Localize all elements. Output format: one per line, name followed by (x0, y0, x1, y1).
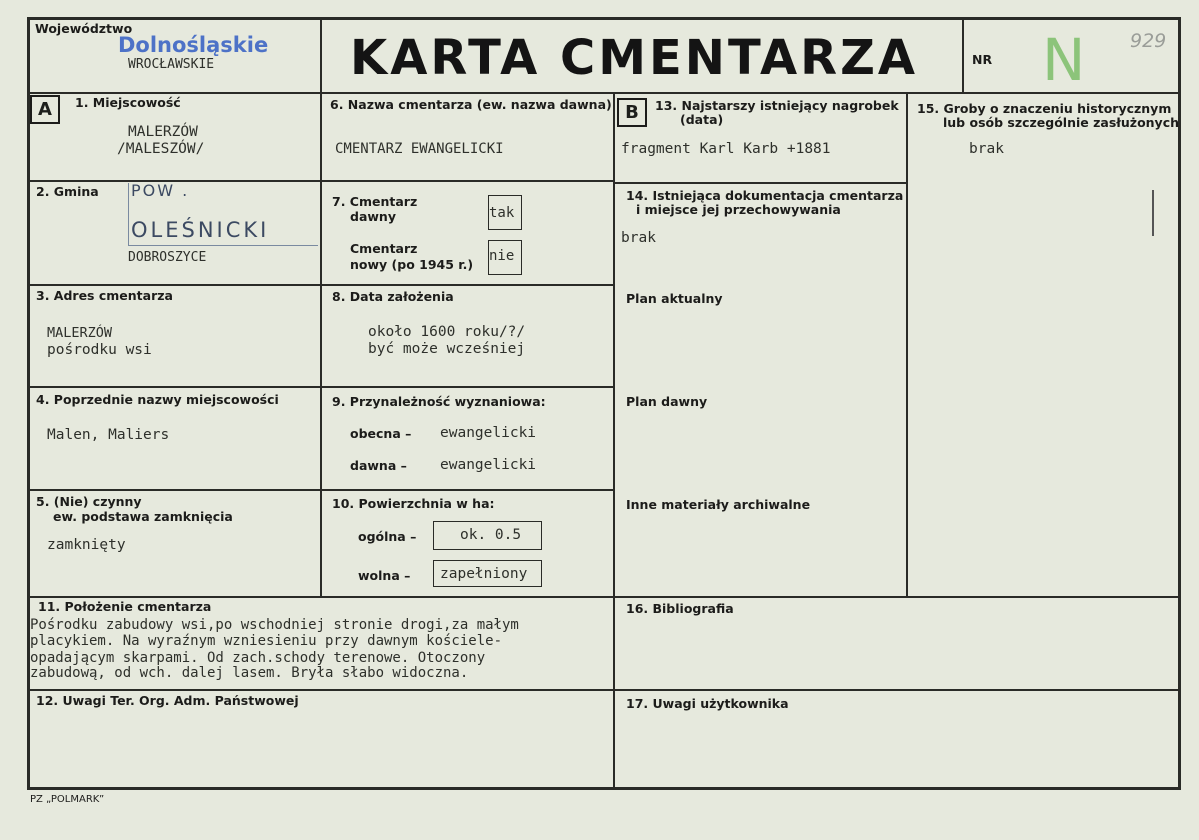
field-11-line-4: zabudową, od wch. dalej lasem. Bryła słabo widoczna. (30, 665, 469, 681)
field-10-total-label: ogólna – (358, 529, 417, 544)
field-9-current-label: obecna – (350, 426, 412, 441)
field-10-total-value: ok. 0.5 (460, 527, 522, 543)
field-1-label: 1. Miejscowość (75, 95, 181, 110)
voivodeship-stamp: Dolnośląskie (118, 33, 269, 57)
field-13-label-line1: 13. Najstarszy istniejący nagrobek (655, 98, 899, 113)
field-11-line-3: opadającym skarpami. Od zach.schody terenowe. Otoczony (30, 650, 486, 666)
col-line-c (906, 92, 908, 598)
field-7-new-value: nie (489, 248, 515, 264)
field-11-line-2: placykiem. Na wyraźnym wzniesieniu przy dawnym kościele- (30, 633, 503, 649)
field-2-handwritten-line1: POW . (131, 181, 190, 200)
field-4-label: 4. Poprzednie nazwy miejscowości (36, 392, 279, 407)
field-9-former-value: ewangelicki (440, 457, 537, 473)
field-5-label-line1: 5. (Nie) czynny (36, 494, 142, 509)
field-10-label: 10. Powierzchnia w ha: (332, 496, 495, 511)
field-3-label: 3. Adres cmentarza (36, 288, 173, 303)
field-2-handwritten-line2: OLEŚNICKI (131, 218, 270, 242)
field-7-label1-line1: 7. Cmentarz (332, 194, 418, 209)
field-12-label: 12. Uwagi Ter. Org. Adm. Państwowej (36, 693, 299, 708)
field-13-value: fragment Karl Karb +1881 (621, 141, 831, 157)
section-b-mark: B (617, 98, 647, 127)
row-line-2 (27, 284, 615, 286)
field-14-label-line2: i miejsce jej przechowywania (636, 202, 841, 217)
row-line-6 (27, 689, 1181, 691)
field-13-label-line2: (data) (680, 112, 724, 127)
field-5-label-line2: ew. podstawa zamknięcia (53, 509, 233, 524)
nr-handwritten: N (1042, 26, 1086, 94)
section-a-mark: A (30, 95, 60, 124)
pencil-mark (1152, 190, 1154, 236)
field-3-value-line2: pośrodku wsi (47, 342, 152, 358)
field-14-value: brak (621, 230, 656, 246)
field-15-label-line2: lub osób szczególnie zasłużonych (943, 115, 1180, 130)
field-5-value: zamknięty (47, 537, 126, 553)
border-top (27, 17, 1181, 20)
field-1-value-line2: /MALESZÓW/ (117, 141, 205, 157)
nr-label: NR (972, 52, 993, 67)
field-3-value-line1: MALERZÓW (47, 325, 113, 341)
col-line-a (320, 92, 322, 598)
field-8-label: 8. Data założenia (332, 289, 454, 304)
field-7-label2-line1: Cmentarz (350, 241, 418, 256)
field-2-label: 2. Gmina (36, 184, 99, 199)
field-4-value: Malen, Maliers (47, 427, 170, 443)
field-14-label-line1: 14. Istniejąca dokumentacja cmentarza (626, 188, 904, 203)
field-11-label: 11. Położenie cmentarza (38, 599, 212, 614)
field-9-label: 9. Przynależność wyznaniowa: (332, 394, 546, 409)
field-16-label: 16. Bibliografia (626, 601, 734, 616)
field-1-value-line1: MALERZÓW (128, 124, 198, 140)
field-8-value-line1: około 1600 roku/?/ (368, 324, 526, 340)
field-9-current-value: ewangelicki (440, 425, 537, 441)
card-title: KARTA CMENTARZA (350, 30, 919, 86)
field-7-label1-line2: dawny (350, 209, 396, 224)
row-line-4 (27, 489, 615, 491)
field-7-label2-line2: nowy (po 1945 r.) (350, 257, 474, 272)
field-11-line-1: Pośrodku zabudowy wsi,po wschodniej stronie drogi,za małym (30, 617, 519, 633)
header-divider (27, 92, 1181, 94)
border-bottom (27, 787, 1181, 790)
field-10-free-label: wolna – (358, 568, 411, 583)
field-15-value: brak (969, 141, 1004, 157)
voivodeship-label: Województwo (35, 21, 133, 36)
header-col-2 (962, 17, 964, 94)
header-col-1 (320, 17, 322, 94)
field-7-old-value: tak (489, 205, 515, 221)
row-line-1 (27, 180, 615, 182)
row-line-13-14 (613, 182, 908, 184)
field-9-former-label: dawna – (350, 458, 407, 473)
voivodeship-typed: WROCŁAWSKIE (128, 57, 215, 72)
field-2-value: DOBROSZYCE (128, 250, 207, 265)
border-right (1178, 17, 1181, 790)
field-2-bracket-v (128, 183, 129, 245)
plan-current-label: Plan aktualny (626, 291, 723, 306)
nr-pencil: 929 (1130, 30, 1167, 52)
col-line-b (613, 92, 615, 789)
field-15-label-line1: 15. Groby o znaczeniu historycznym (917, 101, 1172, 116)
row-line-5 (27, 596, 1181, 598)
field-17-label: 17. Uwagi użytkownika (626, 696, 789, 711)
printer-imprint: PZ „POLMARK” (30, 794, 105, 805)
field-6-label: 6. Nazwa cmentarza (ew. nazwa dawna) (330, 97, 612, 112)
field-8-value-line2: być może wcześniej (368, 341, 526, 357)
field-2-bracket-h (128, 245, 318, 246)
plan-former-label: Plan dawny (626, 394, 708, 409)
field-10-free-value: zapełniony (440, 566, 528, 582)
archives-label: Inne materiały archiwalne (626, 497, 811, 512)
row-line-3 (27, 386, 615, 388)
field-6-value: CMENTARZ EWANGELICKI (335, 141, 504, 157)
